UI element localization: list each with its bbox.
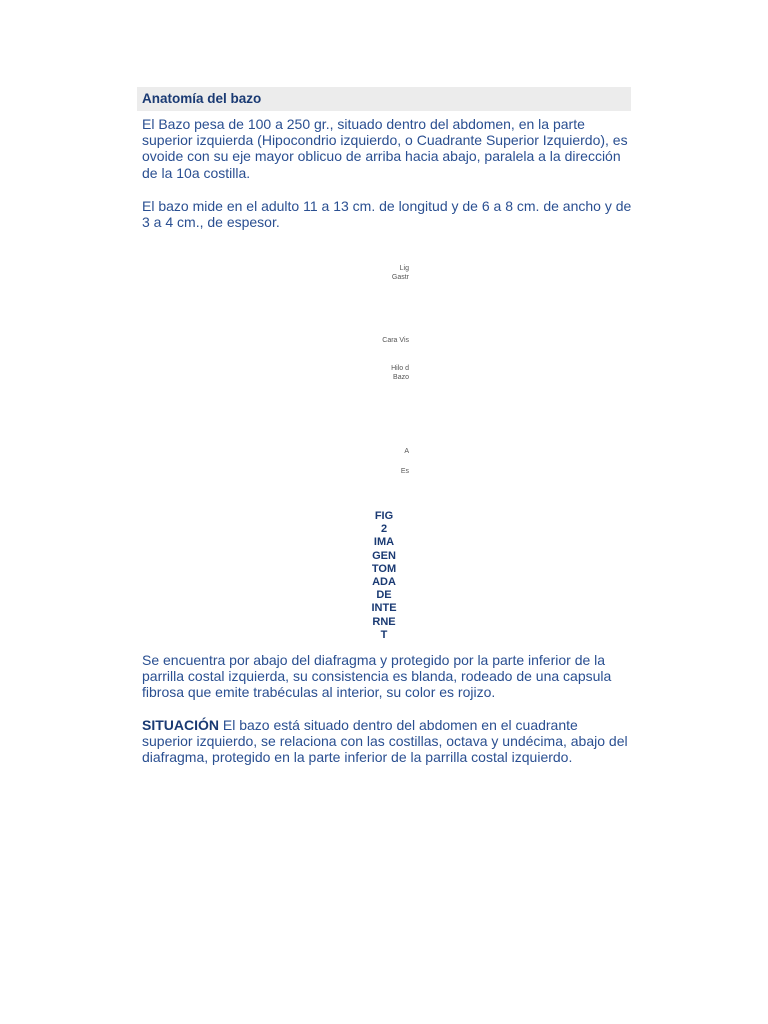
figure-caption: FIG 2 IMA GEN TOM ADA DE INTE RNE T [371,510,397,641]
paragraph-consistency: Se encuentra por abajo del diafragma y protegido por la parte inferior de la parrilla costal izquierda, su consistencia es blanda, rodeado de una capsula fibrosa que emite trabéculas al interior, su color es rojizo. [142,652,612,701]
paragraph-weight-location: El Bazo pesa de 100 a 250 gr., situado dentro del abdomen, en la parte superior izquierda (Hipocondrio izquierdo, o Cuadrante Superior Izquierdo), es ovoide con su eje mayor oblicuo de arriba hacia abajo, paralela a la dirección de la 10a costilla. [142,116,628,181]
situation-lead: SITUACIÓN [142,717,219,733]
paragraph-situation [142,717,632,766]
situation-body: El bazo está situado dentro del abdomen en el cuadrante superior izquierdo, se relaciona con las costillas, octava y undécima, abajo del diafragma, protegido en la parte inferior de la parrilla costal izquierdo. [142,717,628,766]
paragraph-dimensions: El bazo mide en el adulto 11 a 13 cm. de longitud y de 6 a 8 cm. de ancho y de 3 a 4 cm., de espesor. [142,198,632,231]
figure-label-visceral-face: Cara Vis [382,337,409,344]
section-title: Anatomía del bazo [142,91,262,106]
section-heading-bar [137,87,631,111]
figure-label-a: A [404,448,409,455]
figure-label-es: Es [400,468,409,475]
figure-label-hilum: Hilo d Bazo [391,365,409,381]
figure-spleen [360,255,420,645]
figure-label-ligament: Lig Gastr [391,265,409,281]
